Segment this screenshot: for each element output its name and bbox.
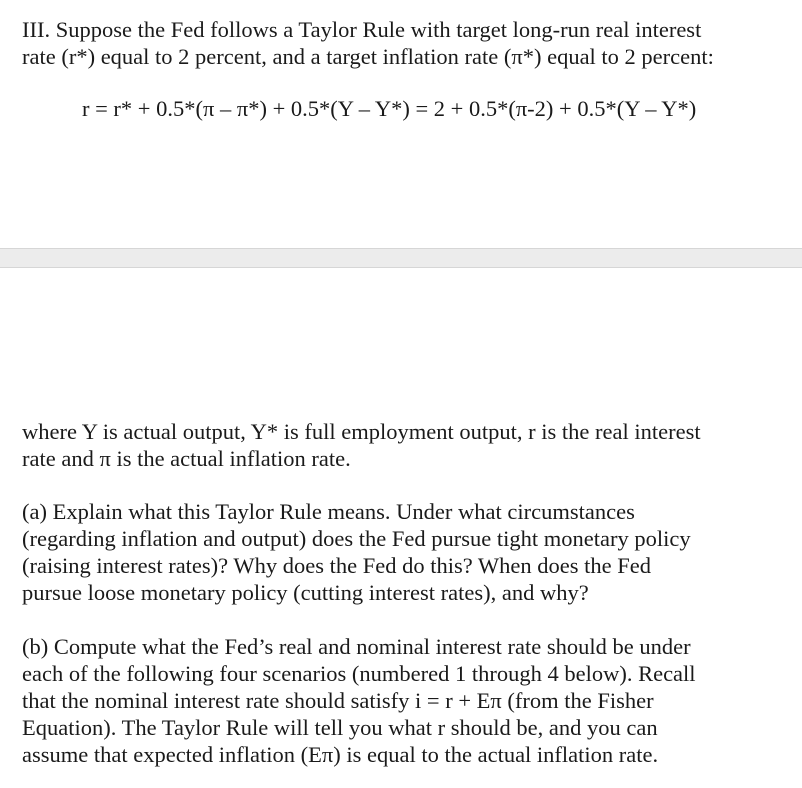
part-a-line-1: (a) Explain what this Taylor Rule means. Under what circumstances — [22, 499, 635, 524]
part-b-line-2: each of the following four scenarios (numbered 1 through 4 below). Recall — [22, 661, 696, 686]
part-a-line-3: (raising interest rates)? Why does the Fed do this? When does the Fed — [22, 553, 652, 578]
part-a-line-2: (regarding inflation and output) does the Fed pursue tight monetary policy — [22, 526, 691, 551]
part-b-line-4: Equation). The Taylor Rule will tell you what r should be, and you can — [22, 715, 658, 740]
definitions-line-2: rate and π is the actual inflation rate. — [22, 446, 351, 471]
intro-line-2: rate (r*) equal to 2 percent, and a target inflation rate (π*) equal to 2 percent: — [22, 44, 714, 69]
taylor-rule-formula: r = r* + 0.5*(π – π*) + 0.5*(Y – Y*) = 2 + 0.5*(π-2) + 0.5*(Y – Y*) — [82, 96, 697, 121]
intro-line-1: III. Suppose the Fed follows a Taylor Rule with target long-run real interest — [22, 17, 702, 42]
part-b-line-1: (b) Compute what the Fed’s real and nominal interest rate should be under — [22, 634, 691, 659]
part-b-line-3: that the nominal interest rate should satisfy i = r + Eπ (from the Fisher — [22, 688, 654, 713]
page-separator — [0, 248, 802, 268]
part-b-line-5: assume that expected inflation (Eπ) is equal to the actual inflation rate. — [22, 742, 659, 767]
part-a-line-4: pursue loose monetary policy (cutting interest rates), and why? — [22, 580, 589, 605]
definitions-line-1: where Y is actual output, Y* is full employment output, r is the real interest — [22, 419, 701, 444]
